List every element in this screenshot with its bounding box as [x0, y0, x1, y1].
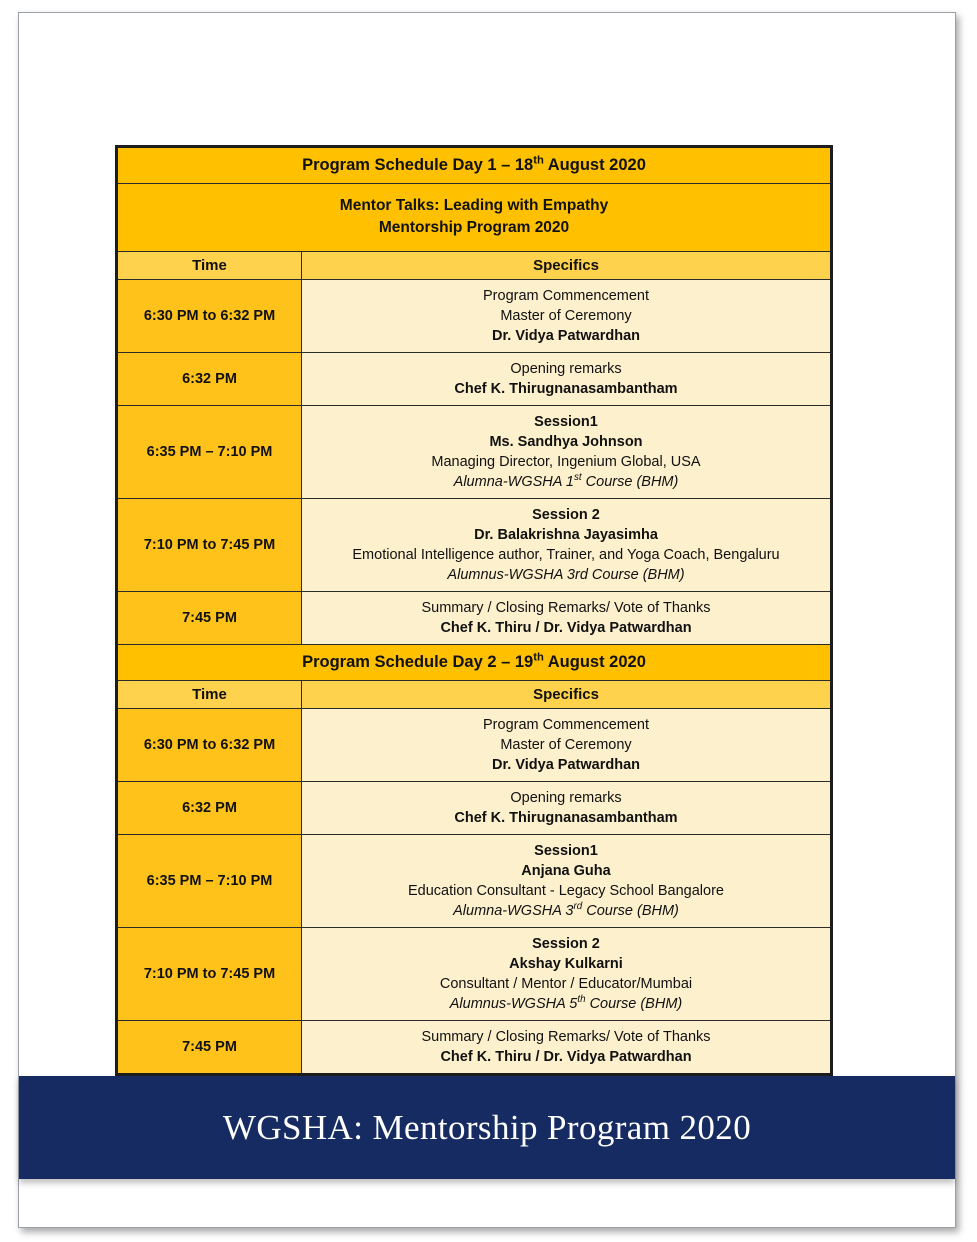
- spec-line-alumna: [308, 472, 824, 492]
- day1-header-prefix: Program Schedule Day 1 – 18: [302, 156, 534, 174]
- day1-row2-specifics: [302, 405, 832, 498]
- table-row: [117, 708, 832, 781]
- table-row: [117, 781, 832, 834]
- alumna-suffix: Course (BHM): [582, 902, 679, 919]
- day1-time-column-header: Time: [117, 251, 302, 279]
- spec-line: Session1: [534, 413, 598, 430]
- footer-title: WGSHA: Mentorship Program 2020: [222, 1107, 752, 1147]
- spec-line: Chef K. Thirugnanasambantham: [454, 809, 678, 826]
- day2-row1-time: 6:32 PM: [117, 781, 302, 834]
- program-title-row: [117, 184, 832, 252]
- slide-content-area: [19, 13, 955, 1227]
- table-row: [117, 927, 832, 1020]
- spec-line: Dr. Balakrishna Jayasimha: [474, 526, 658, 543]
- day2-header-ordinal: th: [533, 651, 544, 664]
- table-row: [117, 834, 832, 927]
- spec-line: Anjana Guha: [521, 862, 611, 879]
- table-row: [117, 591, 832, 644]
- alumnus-prefix: Alumnus-WGSHA 5: [449, 995, 578, 1012]
- table-row: [117, 498, 832, 591]
- spec-line-alumnus: [308, 994, 824, 1014]
- day2-header-suffix: August 2020: [543, 652, 646, 671]
- alumna-prefix: Alumna-WGSHA 1: [453, 473, 574, 490]
- day1-row1-specifics: [302, 352, 832, 405]
- spec-line: Education Consultant - Legacy School Bangalore: [408, 882, 724, 899]
- day2-time-column-header: Time: [117, 680, 302, 708]
- spec-line: Program Commencement: [483, 287, 649, 304]
- spec-line: Chef K. Thirugnanasambantham: [454, 380, 678, 397]
- alumna-ordinal: rd: [573, 901, 583, 913]
- spec-line: Master of Ceremony: [500, 307, 632, 324]
- day2-row0-specifics: [302, 708, 832, 781]
- spec-line: Ms. Sandhya Johnson: [489, 433, 643, 450]
- spec-line: Program Commencement: [483, 716, 649, 733]
- day1-row4-specifics: [302, 591, 832, 644]
- day2-specifics-column-header: Specifics: [302, 680, 832, 708]
- day2-row4-time: 7:45 PM: [117, 1020, 302, 1074]
- day2-row0-time: 6:30 PM to 6:32 PM: [117, 708, 302, 781]
- program-title-line1: Mentor Talks: Leading with Empathy: [339, 197, 609, 214]
- spec-line: Master of Ceremony: [500, 736, 632, 753]
- alumna-prefix: Alumna-WGSHA 3: [453, 902, 574, 919]
- day1-specifics-column-header: Specifics: [302, 251, 832, 279]
- schedule-body: [117, 147, 832, 1075]
- spec-line: Summary / Closing Remarks/ Vote of Thanks: [421, 1028, 711, 1045]
- spec-line: Dr. Vidya Patwardhan: [491, 327, 640, 344]
- table-row: [117, 352, 832, 405]
- table-row: [117, 405, 832, 498]
- spec-line: Alumnus-WGSHA 3rd Course (BHM): [447, 566, 685, 583]
- spec-line: Chef K. Thiru / Dr. Vidya Patwardhan: [440, 619, 692, 636]
- program-title-line2: Mentorship Program 2020: [378, 219, 570, 237]
- day1-row1-time: 6:32 PM: [117, 352, 302, 405]
- program-title-cell: [117, 184, 832, 252]
- day1-row0-time: 6:30 PM to 6:32 PM: [117, 279, 302, 352]
- spec-line: Dr. Vidya Patwardhan: [491, 756, 640, 773]
- alumna-suffix: Course (BHM): [581, 473, 679, 490]
- program-schedule-table-container: [115, 145, 833, 1076]
- day1-row3-time: 7:10 PM to 7:45 PM: [117, 498, 302, 591]
- day2-row1-specifics: [302, 781, 832, 834]
- day1-header-suffix: August 2020: [543, 156, 646, 174]
- spec-line: Managing Director, Ingenium Global, USA: [431, 453, 701, 470]
- day2-header-row: [117, 644, 832, 680]
- day1-header-row: [117, 147, 832, 184]
- spec-line-alumna: [308, 901, 824, 921]
- day2-row3-time: 7:10 PM to 7:45 PM: [117, 927, 302, 1020]
- alumnus-suffix: Course (BHM): [585, 995, 683, 1012]
- spec-line: Opening remarks: [510, 360, 622, 377]
- day1-header-cell: [117, 147, 832, 184]
- alumna-ordinal: st: [573, 472, 582, 484]
- spec-line: Opening remarks: [510, 789, 622, 806]
- day1-row4-time: 7:45 PM: [117, 591, 302, 644]
- day1-column-header-row: [117, 251, 832, 279]
- footer-band: [19, 1076, 955, 1179]
- day2-row4-specifics: [302, 1020, 832, 1074]
- spec-line: Session 2: [532, 506, 600, 523]
- day2-row2-specifics: [302, 834, 832, 927]
- day2-row3-specifics: [302, 927, 832, 1020]
- day1-row2-time: 6:35 PM – 7:10 PM: [117, 405, 302, 498]
- spec-line: Chef K. Thiru / Dr. Vidya Patwardhan: [440, 1048, 692, 1065]
- day2-row2-time: 6:35 PM – 7:10 PM: [117, 834, 302, 927]
- spec-line: Emotional Intelligence author, Trainer, and Yoga Coach, Bengaluru: [352, 546, 780, 563]
- day2-column-header-row: [117, 680, 832, 708]
- table-row: [117, 1020, 832, 1074]
- alumnus-ordinal: th: [577, 994, 586, 1006]
- day2-header-prefix: Program Schedule Day 2 – 19: [302, 652, 534, 671]
- table-row: [117, 279, 832, 352]
- program-schedule-table: [115, 145, 833, 1076]
- spec-line: Summary / Closing Remarks/ Vote of Thanks: [421, 599, 711, 616]
- day2-header-cell: [117, 644, 832, 680]
- spec-line: Consultant / Mentor / Educator/Mumbai: [439, 975, 693, 992]
- day1-row3-specifics: [302, 498, 832, 591]
- spec-line: Akshay Kulkarni: [509, 955, 623, 972]
- day1-header-ordinal: th: [533, 154, 544, 167]
- slide-page: [18, 12, 956, 1228]
- spec-line: Session1: [534, 842, 598, 859]
- day1-row0-specifics: [302, 279, 832, 352]
- spec-line: Session 2: [532, 935, 600, 952]
